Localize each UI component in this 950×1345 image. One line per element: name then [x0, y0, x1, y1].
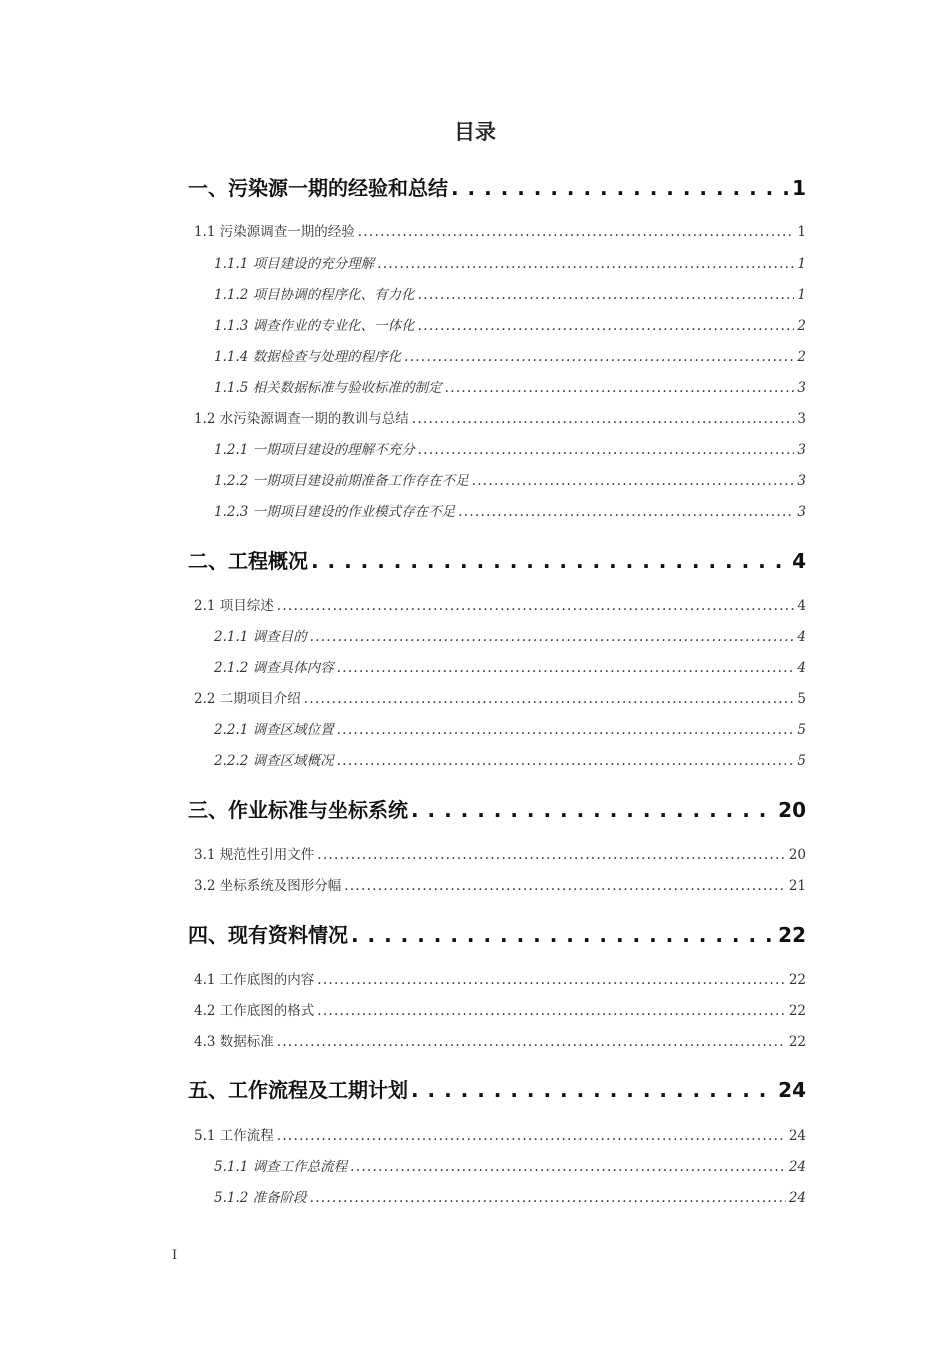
dot-leader	[277, 598, 795, 614]
toc-entry-page-number: 3	[797, 411, 806, 427]
toc-entry[interactable]	[194, 843, 806, 863]
dot-leader	[311, 549, 789, 573]
toc-entry-label: 3.1 规范性引用文件	[194, 847, 315, 863]
toc-entry[interactable]	[188, 794, 806, 823]
dot-leader	[445, 380, 795, 396]
toc-entry[interactable]	[214, 1186, 806, 1206]
toc-entry-page-number: 4	[797, 598, 806, 614]
dot-leader	[411, 1078, 775, 1102]
dot-leader	[337, 722, 795, 738]
toc-entry-page-number: 5	[797, 722, 806, 738]
toc-entry-page-number: 5	[797, 753, 806, 769]
toc-entry-label: 2.2 二期项目介绍	[194, 691, 301, 707]
toc-entry-label: 四、现有资料情况	[188, 923, 348, 947]
toc-entry-label: 五、工作流程及工期计划	[188, 1078, 408, 1102]
toc-entry[interactable]	[194, 999, 806, 1019]
page-footer-number: I	[172, 1248, 178, 1263]
dot-leader	[337, 660, 795, 676]
dot-leader	[351, 923, 775, 947]
dot-leader	[411, 798, 775, 822]
toc-entry-page-number: 3	[797, 380, 806, 396]
dot-leader	[277, 1128, 786, 1144]
toc-entry[interactable]	[214, 656, 806, 676]
toc-entry[interactable]	[214, 314, 806, 334]
toc-entry-page-number: 5	[797, 691, 806, 707]
toc-entry-page-number: 20	[788, 847, 806, 863]
dot-leader	[472, 473, 795, 489]
toc-entry-page-number: 4	[797, 660, 806, 676]
toc-entry-label: 2.2.2 调查区域概况	[214, 753, 334, 769]
toc-entry-label: 2.1 项目综述	[194, 598, 274, 614]
dot-leader	[350, 1159, 786, 1175]
dot-leader	[277, 1034, 786, 1050]
toc-entry-label: 1.1.4 数据检查与处理的程序化	[214, 349, 402, 365]
dot-leader	[418, 318, 795, 334]
toc-entry-label: 1.1.5 相关数据标准与验收标准的制定	[214, 380, 442, 396]
toc-entry-label: 2.1.1 调查目的	[214, 629, 307, 645]
toc-entry[interactable]	[214, 376, 806, 396]
toc-entry-page-number: 2	[797, 318, 806, 334]
dot-leader	[304, 691, 795, 707]
toc-entry-label: 1.2.2 一期项目建设前期准备工作存在不足	[214, 473, 469, 489]
toc-entry[interactable]	[194, 968, 806, 988]
toc-entry-page-number: 22	[788, 972, 806, 988]
toc-entry-label: 2.2.1 调查区域位置	[214, 722, 334, 738]
toc-entry-label: 5.1.2 准备阶段	[214, 1190, 307, 1206]
toc-entry-label: 一、污染源一期的经验和总结	[188, 176, 448, 200]
toc-entry-label: 1.2.1 一期项目建设的理解不充分	[214, 442, 415, 458]
toc-entry[interactable]	[194, 220, 806, 240]
dot-leader	[358, 224, 795, 240]
toc-entry[interactable]	[214, 469, 806, 489]
toc-entry-label: 1.2 水污染源调查一期的教训与总结	[194, 411, 409, 427]
dot-leader	[412, 411, 795, 427]
toc-entry-page-number: 3	[797, 473, 806, 489]
dot-leader	[317, 1003, 786, 1019]
toc-entry[interactable]	[214, 500, 806, 520]
toc-entry-page-number: 4	[792, 549, 806, 573]
toc-entry-label: 3.2 坐标系统及图形分幅	[194, 878, 342, 894]
toc-entry-page-number: 4	[797, 629, 806, 645]
toc-entry[interactable]	[214, 283, 806, 303]
toc-entry-label: 1.1.3 调查作业的专业化、一体化	[214, 318, 415, 334]
toc-entry[interactable]	[194, 1030, 806, 1050]
dot-leader	[377, 256, 794, 272]
toc-entry-label: 5.1 工作流程	[194, 1128, 274, 1144]
toc-entry-page-number: 2	[797, 349, 806, 365]
toc-entry-label: 1.1 污染源调查一期的经验	[194, 224, 355, 240]
toc-entry-page-number: 22	[788, 1034, 806, 1050]
toc-entry-page-number: 1	[797, 256, 806, 272]
dot-leader	[337, 753, 795, 769]
toc-entry-label: 5.1.1 调查工作总流程	[214, 1159, 348, 1175]
toc-entry[interactable]	[214, 625, 806, 645]
toc-entry-page-number: 3	[797, 504, 806, 520]
toc-entry-page-number: 24	[778, 1078, 806, 1102]
dot-leader	[451, 176, 789, 200]
toc-entry[interactable]	[188, 545, 806, 574]
dot-leader	[310, 629, 795, 645]
toc-entry[interactable]	[214, 1155, 806, 1175]
toc-entry-label: 三、作业标准与坐标系统	[188, 798, 408, 822]
toc-entry-page-number: 1	[797, 224, 806, 240]
toc-entry[interactable]	[194, 594, 806, 614]
dot-leader	[310, 1190, 786, 1206]
dot-leader	[317, 972, 786, 988]
toc-entry-page-number: 21	[788, 878, 806, 894]
toc-entry-label: 4.1 工作底图的内容	[194, 972, 315, 988]
toc-entry[interactable]	[214, 345, 806, 365]
toc-entry[interactable]	[194, 1124, 806, 1144]
dot-leader	[404, 349, 794, 365]
dot-leader	[418, 287, 795, 303]
toc-entry[interactable]	[188, 172, 806, 201]
toc-entry-label: 1.1.1 项目建设的充分理解	[214, 256, 375, 272]
toc-entry-label: 二、工程概况	[188, 549, 308, 573]
dot-leader	[344, 878, 786, 894]
toc-entry[interactable]	[194, 687, 806, 707]
toc-entry-page-number: 22	[788, 1003, 806, 1019]
toc-entry-page-number: 24	[788, 1159, 806, 1175]
toc-entry-label: 1.2.3 一期项目建设的作业模式存在不足	[214, 504, 456, 520]
toc-entry[interactable]	[214, 749, 806, 769]
toc-entry-label: 1.1.2 项目协调的程序化、有力化	[214, 287, 415, 303]
toc-entry-page-number: 22	[778, 923, 806, 947]
toc-entry[interactable]	[194, 407, 806, 427]
toc-entry-label: 4.3 数据标准	[194, 1034, 274, 1050]
dot-leader	[317, 847, 786, 863]
dot-leader	[458, 504, 794, 520]
toc-entry[interactable]	[214, 438, 806, 458]
toc-entry-page-number: 1	[797, 287, 806, 303]
toc-title: 目录	[454, 120, 496, 144]
toc-entry[interactable]	[194, 874, 806, 894]
toc-entry[interactable]	[188, 1074, 806, 1103]
toc-entry-page-number: 1	[792, 176, 806, 200]
toc-entry-page-number: 20	[778, 798, 806, 822]
toc-entry[interactable]	[214, 718, 806, 738]
toc-entry-label: 2.1.2 调查具体内容	[214, 660, 334, 676]
toc-entry-label: 4.2 工作底图的格式	[194, 1003, 315, 1019]
dot-leader	[418, 442, 795, 458]
toc-entry-page-number: 24	[788, 1128, 806, 1144]
toc-entry[interactable]	[214, 252, 806, 272]
toc-entry[interactable]	[188, 919, 806, 948]
toc-entry-page-number: 3	[797, 442, 806, 458]
toc-entry-page-number: 24	[788, 1190, 806, 1206]
